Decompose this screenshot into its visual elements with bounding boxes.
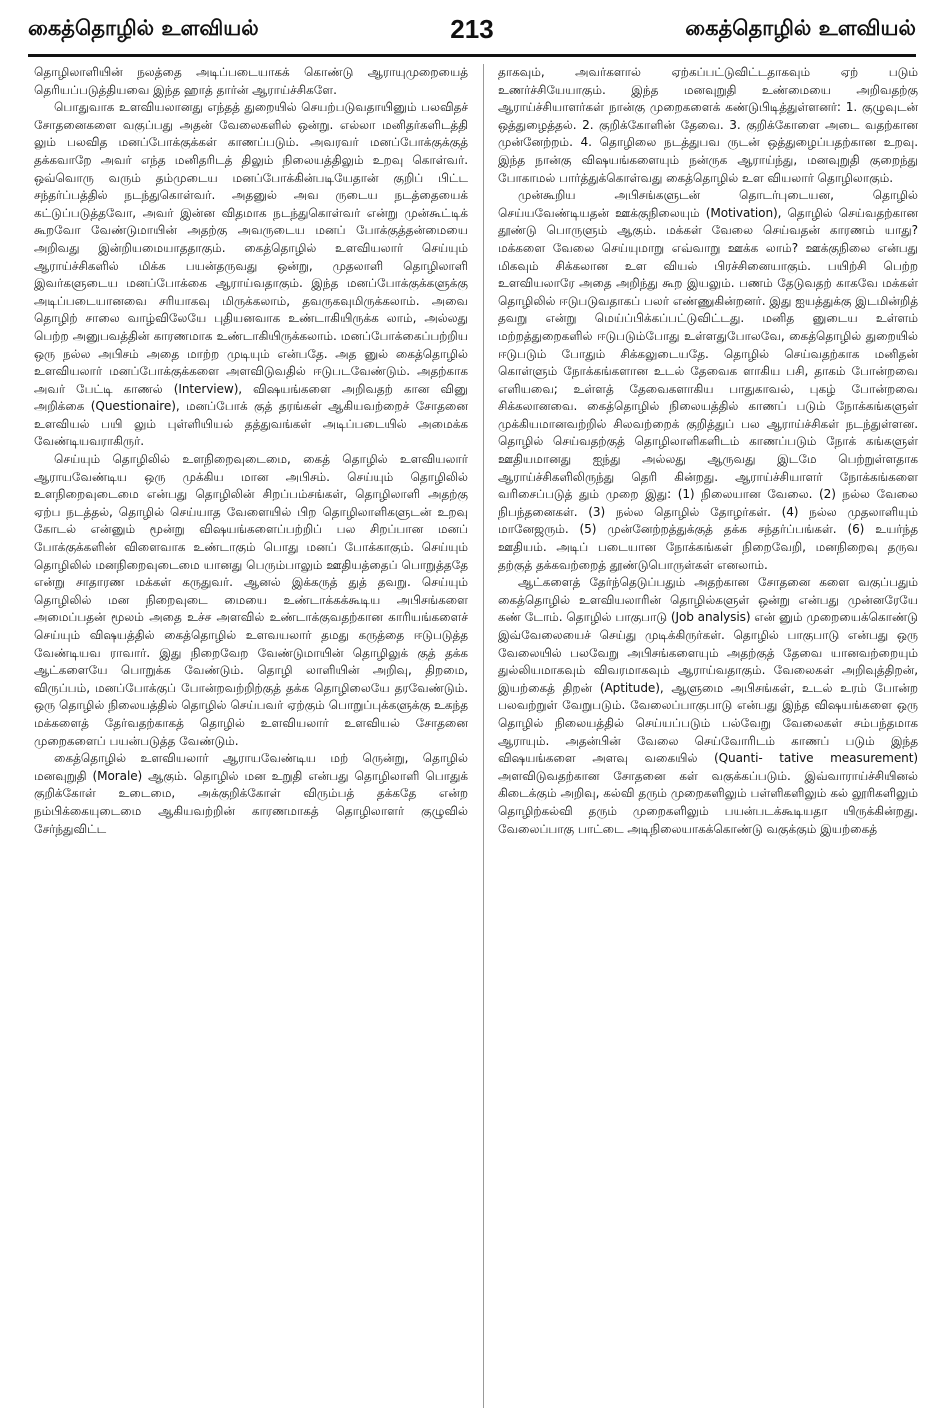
paragraph: முன்கூறிய அபிசங்களுடன் தொடர்புடையன, தொழில் செய்யவேண்டியதன் ஊக்குநிலையும் (Motivation), தொழில் செய்வதற்கான தூண்டு பொருளும் ஆகும். மக்கள் வேலை செய்வதன் காரணம் யாது? மக்களை வேலை செய்யுமாறு எவ்வாறு ஊக்க லாம்? ஊக்குநிலை என்பது மிகவும் சிக்கலான உள வியல் பிரச்சினையாகும். பயிற்சி பெற்ற உளவியலாரே அதை அறிந்து கூற இயலும். பணம் தேடுவதற் காகவே மக்கள் தொழிலில் ஈடுபடுவதாகப் பலர் எண்ணுகின்றனர். இது ஐயத்துக்கு இடமின்றித் தவறு என்று மெய்ப்பிக்கப்பட்டுவிட்டது. மனித னுடைய உள்ளம் மற்றத்துறைகளில் ஈடுபடும்போது உள்ளதுபோலவே, கைத்தொழில் துறையில் ஈடுபடும் போதும் சிக்கலுடையதே. தொழில் செய்வதற்காக மனிதன் கொள்ளும் நோக்கங்களான உடல் தேவைக ளாகிய பசி, தாகம் போன்றவை எளியவை; உள்ளத் தேவைகளாகிய பாதுகாவல், புகழ் போன்றவை சிக்கலானவை. கைத்தொழில் நிலையத்தில் காணப் படும் நோக்கங்களுள் முக்கியமானவற்றில் சிலவற்றைக் குறித்துப் பல ஆராய்ச்சிகள் நடந்துள்ளன. தொழில் செய்வதற்குத் தொழிலாளிகளிடம் காணப்படும் நோக் கங்களுள் ஊதியமானது ஐந்து அல்லது ஆருவது இடமே பெற்றுள்ளதாக ஆராய்ச்சிகளிலிருந்து தெரி கின்றது. ஆராய்ச்சியாளர் நோக்கங்களை வரிசைப்படுத் தும் முறை இது: (1) நிலையான வேலை. (2) நல்ல வேலை நிபந்தனைகள். (3) நல்ல தொழில் தோழர்கள். (4) நல்ல முதலாளியும் மானேஜரும். (5) முன்னேற்றத்துக்குத் தக்க சந்தர்ப்பங்கள். (6) உயர்ந்த ஊதியம். அடிப் படையான நோக்கங்கள் நிறைவேறி, மனநிறைவு தருவ தற்குத் தக்கவற்றைத் தூண்டுபொருள்கள் எனலாம். — [498, 188, 918, 572]
paragraph: செய்யும் தொழிலில் உளநிறைவுடைமை, கைத் தொழில் உளவியலார் ஆராயவேண்டிய ஒரு முக்கிய மான அபிசம். செய்யும் தொழிலில் உளநிறைவுடைமை என்பது தொழிலின் சிறப்பம்சங்கள், தொழிலாளி அதற்கு ஏற்ப நடத்தல், தொழில் செய்யாத வேளையில் பிற தொழிலாளிகளுடன் உறவு கோடல் என்னும் மூன்று விஷயங்களைப்பற்றிப் பல சிறப்பான மனப் போக்குக்களின் விளைவாக உண்டாகும் பொது மனப் போக்காகும். செய்யும் தொழிலில் மனநிறைவுடைமை யானது பெரும்பாலும் ஊதியத்தைப் பொறுத்ததே என்று சாதாரண மக்கள் கருதுவர். ஆனல் இக்கருத் துத் தவறு. செய்யும் தொழிலில் மன நிறைவுடை மையை உண்டாக்கக்கூடிய அபிசங்களை அமைப்பதன் மூலம் அதை உச்ச அளவில் உண்டாக்குவதற்கான காரியங்களைச் செய்யும் விஷயத்தில் கைத்தொழில் உளவயலார் தமது கருத்தை ஈடுபடுத்த வேண்டியவ ராவார். இது நிறைவேற வேண்டுமாயின் தொழிலுக் குத் தக்க ஆட்களையே பொறுக்க வேண்டும். தொழி லாளியின் அறிவு, திறமை, விருப்பம், மனப்போக்குப் போன்றவற்றிற்குத் தக்க தொழிலையே தரவேண்டும். ஒரு தொழில் நிலையத்தில் தொழில் செய்பவர் ஏற்கும் பொறுப்புக்களுக்கு உகந்த மக்களைத் தேர்வதற்காகத் தொழில் உளவியலார் உளவியல் சோதனை முறைகளைப் பயன்படுத்த வேண்டும். — [34, 452, 468, 748]
page-header — [28, 14, 916, 57]
paragraph: ஆட்களைத் தேர்ந்தெடுப்பதும் அதற்கான சோதனை களை வகுப்பதும் கைத்தொழில் உளவியலாரின் தொழில்களுள் ஒன்று என்பது முன்னரேயே கண் டோம். தொழில் பாகுபாடு (Job analysis) என் னும் முறையைக்கொண்டு இவ்வேலையைச் செய்து முடிக்கிருர்கள். தொழில் பாகுபாடு என்பது ஒரு வேலையில் பலவேறு அபிசங்களையும் அதற்குத் தேவை யானவற்றையும் துல்லியமாகவும் விவரமாகவும் ஆராய்வதாகும். வேலைகள் அறிவுத்திறன், இயற்கைத் திறன் (Aptitude), ஆளுமை அபிசங்கள், உடல் உரம் போன்ற பலவற்றுள் வேறுபடும். வேலைப்பாகுபாடு என்பது இந்த விஷயங்களை ஒரு தொழில் நிலையத்தில் செய்யப்படும் பல்வேறு வேலைகள் சம்பந்தமாக ஆராயும். அதன்பின் வேலை செய்வோரிடம் காணப் படும் இந்த விஷயங்களை அளவு வகையில் (Quanti- tative measurement) அளவிடுவதற்கான சோதனை கள் வகுக்கப்படும். இவ்வாராய்ச்சியினல் கிடைக்கும் அறிவு, கல்வி தரும் முறைகளிலும் பள்ளிகளிலும் கல் லூரிகளிலும் தொழிற்கல்வி தரும் முறைகளிலும் பயன்படக்கூடியதா யிருக்கின்றது. வேலைப்பாகு பாட்டை அடிநிலையாகக்கொண்டு வகுக்கும் இயற்கைத் — [498, 575, 918, 836]
paragraph: தாகவும், அவர்களால் ஏற்கப்பட்டுவிட்டதாகவும் ஏற் படும் உணர்ச்சியேயாகும். இந்த மனவுறுதி உண்மையை அறிவதற்கு ஆராய்ச்சியாளர்கள் நான்கு முறைகளைக் கண்டுபிடித்துள்ளனர்: 1. குழுவுடன் ஒத்துழைத்தல். 2. குறிக்கோளின் தேவை. 3. குறிக்கோளை அடை வதற்கான முன்னேற்றம். 4. தொழிலை நடத்துபவ ருடன் ஒத்துழைப்பதற்கான உறவு. இந்த நான்கு விஷயங்களையும் நன்ருக ஆராய்ந்து, மனவுறுதி குறைந்து போகாமல் பார்த்துக்கொள்வது கைத்தொழில் உள வியலார் தொழிலாகும். — [498, 65, 918, 185]
paragraph: கைத்தொழில் உளவியலார் ஆராயவேண்டிய மற் ருென்று, தொழில் மனவுறுதி (Morale) ஆகும். தொழில் மன உறுதி என்பது தொழிலாளி பொதுக் குறிக்கோள் உடைமை, அக்குறிக்கோள் விரும்பத் தக்கதே என்ற நம்பிக்கையுடைமை ஆகியவற்றின் காரணமாகத் தொழிலாளர் குழுவில் சேர்ந்துவிட்ட — [34, 751, 468, 836]
column-divider — [483, 64, 484, 1408]
left-column — [34, 64, 468, 1410]
running-title-left: கைத்தொழில் உளவியல் — [28, 16, 259, 40]
paragraph: பொதுவாக உளவியலானது எந்தத் துறையில் செயற்படுவதாயினும் பலவிதச் சோதனைகளை வகுப்பது அதன் வேலைகளில் ஒன்று. எல்லா மனிதர்களிடத்தி லும் பலவித மனப்போக்குக்கள் காணப்படும். அவரவர் மனப்போக்குக்குத் தக்கவாறே அவர் எந்த மனிதரிடத் திலும் நிலையத்திலும் உறவு கொள்வர். ஒவ்வொரு வரும் தம்முடைய மனப்போக்கின்படியேதான் குறிப் பிட்ட சந்தர்ப்பத்தில் நடந்துகொள்வர். அதனுல் அவ ருடைய நடத்தையைக் கட்டுப்படுத்தவோ, அவர் இன்ன விதமாக நடந்துகொள்வர் என்று முன்கூட்டிக் கூறவோ வேண்டுமாயின் அதற்கு அவருடைய மனப் போக்குத்தன்மையை அறிவது இன்றியமையாததாகும். கைத்தொழில் உளவியலார் செய்யும் ஆராய்ச்சிகளில் மிக்க பயன்தருவது ஒன்று, முதலாளி தொழிலாளி இவர்களுடைய மனப்போக்கை ஆராய்வதாகும். இந்த மனப்போக்குக்களுக்கு அடிப்படையானவை சரியாகவு மிருக்கலாம், தவருகவுமிருக்கலாம். அவை தொழிற் சாலை வாழ்விலேயே புதியனவாக உண்டாகியிருக்க லாம், அல்லது பெற்ற அனுபவத்தின் காரணமாக உண்டாகியிருக்கலாம். மனப்போக்கைப்பற்றிய ஒரு நல்ல அபிசம் அதை மாற்ற முடியும் என்பதே. அத னுல் கைத்தொழில் உளவியலார் மனப்போக்குக்களை அளவிடுவதில் ஈடுபடவேண்டும். அதற்காக அவர் பேட்டி காணல் (Interview), விஷயங்களை அறிவதற் கான வினு அறிக்கை (Questionaire), மனப்போக் குத் தரங்கள் ஆகியவற்றைச் சோதனை உளவியல் பயி லும் புள்ளியியல் தத்துவங்கள் அடிப்படையில் அமைக்க வேண்டியவராகிருர். — [34, 100, 468, 449]
page-number: 213 — [450, 14, 494, 44]
running-title-right: கைத்தொழில் உளவியல் — [685, 16, 916, 40]
paragraph: தொழிலாளியின் நலத்தை அடிப்படையாகக் கொண்டு ஆராயுமுறையைத் தெரியப்படுத்தியவை இந்த ஹாத் தார்ன் ஆராய்ச்சிகளே. — [34, 65, 468, 97]
right-column — [498, 64, 918, 1410]
